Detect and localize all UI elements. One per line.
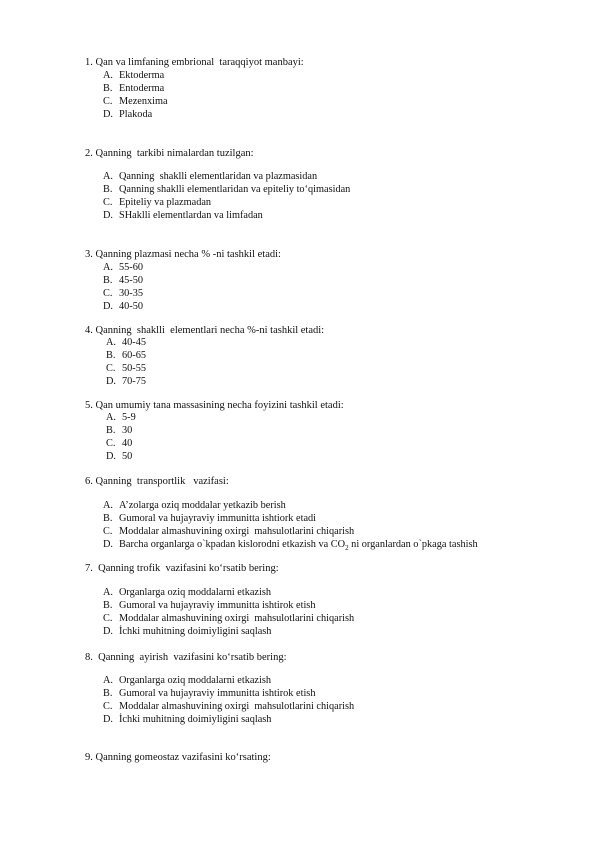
- answer-option: [103, 500, 286, 512]
- option-text: Qanning shaklli elementlaridan va epiteliy to‘qimasidan: [119, 184, 351, 195]
- answer-option: [106, 350, 146, 362]
- option-text: Entoderma: [119, 83, 165, 94]
- answer-option: [103, 539, 478, 551]
- answer-option: [103, 83, 164, 95]
- option-letter: C.: [103, 96, 113, 107]
- option-text: 30: [122, 425, 133, 436]
- answer-option: [103, 96, 168, 108]
- answer-option: [103, 675, 271, 687]
- option-letter: B.: [103, 688, 113, 699]
- option-letter: C.: [106, 438, 116, 449]
- answer-option: [106, 425, 132, 437]
- option-text: Ektoderma: [119, 70, 165, 81]
- question-stem: 2. Qanning tarkibi nimalardan tuzilgan:: [85, 148, 254, 159]
- option-text: 55-60: [119, 262, 144, 273]
- option-text: Qanning shaklli elementlaridan va plazmasidan: [119, 171, 318, 182]
- option-text: Moddalar almashuvining oxirgi mahsulotlarini chiqarish: [119, 701, 355, 712]
- option-letter: B.: [103, 600, 113, 611]
- option-text: 40-45: [122, 337, 147, 348]
- option-text: A’zolarga oziq moddalar yetkazib berish: [119, 500, 286, 511]
- option-text: Moddalar almashuvining oxirgi mahsulotlarini chiqarish: [119, 613, 355, 624]
- question-stem: 7. Qanning trofik vazifasini ko‘rsatib bering:: [85, 563, 279, 574]
- option-letter: A.: [106, 412, 117, 423]
- option-text: 40-50: [119, 301, 144, 312]
- option-letter: A.: [103, 587, 114, 598]
- option-letter: D.: [103, 714, 114, 725]
- option-letter: D.: [103, 301, 114, 312]
- answer-option: [103, 513, 316, 525]
- option-letter: C.: [106, 363, 116, 374]
- question-stem: 9. Qanning gomeostaz vazifasini ko‘rsating:: [85, 752, 271, 763]
- option-letter: B.: [103, 513, 113, 524]
- option-text: Gumoral va hujayraviy immunitta ishtirok etish: [119, 600, 316, 611]
- option-subscript: 2: [345, 544, 349, 553]
- option-text: Organlarga oziq moddalarni etkazish: [119, 587, 272, 598]
- answer-option: [103, 688, 315, 700]
- question-stem: 4. Qanning shaklli elementlari necha %-ni tashkil etadi:: [85, 325, 325, 336]
- option-text-continued: ni organlardan o`pkaga tashish: [348, 539, 478, 550]
- option-text: 30-35: [119, 288, 144, 299]
- option-letter: D.: [103, 539, 114, 550]
- question-stem: 1. Qan va limfaning embrional taraqqiyot manbayi:: [85, 57, 304, 68]
- answer-option: [103, 600, 315, 612]
- answer-option: [103, 714, 271, 726]
- option-letter: C.: [103, 701, 113, 712]
- answer-option: [103, 526, 354, 538]
- option-text: 45-50: [119, 275, 144, 286]
- option-letter: C.: [103, 197, 113, 208]
- question-stem: 8. Qanning ayirish vazifasini ko‘rsatib bering:: [85, 652, 287, 663]
- answer-option: [106, 376, 146, 388]
- option-letter: C.: [103, 613, 113, 624]
- answer-option: [103, 262, 143, 274]
- option-letter: A.: [106, 337, 117, 348]
- option-letter: B.: [106, 425, 116, 436]
- answer-option: [103, 613, 354, 625]
- option-letter: B.: [103, 83, 113, 94]
- option-text: İchki muhitning doimiyligini saqlash: [119, 626, 272, 637]
- question-stem: 5. Qan umumiy tana massasining necha foyizini tashkil etadi:: [85, 400, 344, 411]
- option-text: 40: [122, 438, 133, 449]
- option-text: 60-65: [122, 350, 147, 361]
- option-letter: C.: [103, 526, 113, 537]
- answer-option: [103, 171, 317, 183]
- option-letter: A.: [103, 262, 114, 273]
- answer-option: [103, 70, 164, 82]
- answer-option: [106, 363, 146, 375]
- option-letter: D.: [106, 451, 117, 462]
- option-letter: A.: [103, 675, 114, 686]
- option-text: İchki muhitning doimiyligini saqlash: [119, 714, 272, 725]
- question-stem: 6. Qanning transportlik vazifasi:: [85, 476, 229, 487]
- option-letter: D.: [103, 109, 114, 120]
- answer-option: [106, 412, 136, 424]
- option-text: Epiteliy va plazmadan: [119, 197, 212, 208]
- option-text: Mezenxima: [119, 96, 168, 107]
- option-text: 50-55: [122, 363, 147, 374]
- answer-option: [103, 109, 152, 121]
- option-letter: B.: [103, 275, 113, 286]
- option-letter: B.: [106, 350, 116, 361]
- option-text: Gumoral va hujayraviy immunitta ishtirok etish: [119, 688, 316, 699]
- option-text: 70-75: [122, 376, 147, 387]
- option-letter: D.: [103, 626, 114, 637]
- option-text: 5-9: [122, 412, 136, 423]
- option-letter: D.: [103, 210, 114, 221]
- option-text: Plakoda: [119, 109, 153, 120]
- option-text: 50: [122, 451, 133, 462]
- answer-option: [103, 210, 263, 222]
- answer-option: [106, 337, 146, 349]
- answer-option: [106, 438, 132, 450]
- option-text: Moddalar almashuvining oxirgi mahsulotlarini chiqarish: [119, 526, 355, 537]
- answer-option: [103, 288, 143, 300]
- answer-option: [103, 301, 143, 313]
- answer-option: [103, 275, 143, 287]
- option-text: Barcha organlarga o`kpadan kislorodni etkazish va CO: [119, 539, 346, 550]
- answer-option: [103, 587, 271, 599]
- option-text: Organlarga oziq moddalarni etkazish: [119, 675, 272, 686]
- question-stem: 3. Qanning plazmasi necha % -ni tashkil etadi:: [85, 249, 281, 260]
- answer-option: [103, 184, 350, 196]
- answer-option: [106, 451, 132, 463]
- answer-option: [103, 701, 354, 713]
- option-text: SHaklli elementlardan va limfadan: [119, 210, 263, 221]
- option-letter: A.: [103, 70, 114, 81]
- answer-option: [103, 197, 211, 209]
- option-letter: C.: [103, 288, 113, 299]
- answer-option: [103, 626, 271, 638]
- option-letter: D.: [106, 376, 117, 387]
- option-letter: A.: [103, 500, 114, 511]
- option-letter: B.: [103, 184, 113, 195]
- option-text: Gumoral va hujayraviy immunitta ishtiork etadi: [119, 513, 317, 524]
- option-letter: A.: [103, 171, 114, 182]
